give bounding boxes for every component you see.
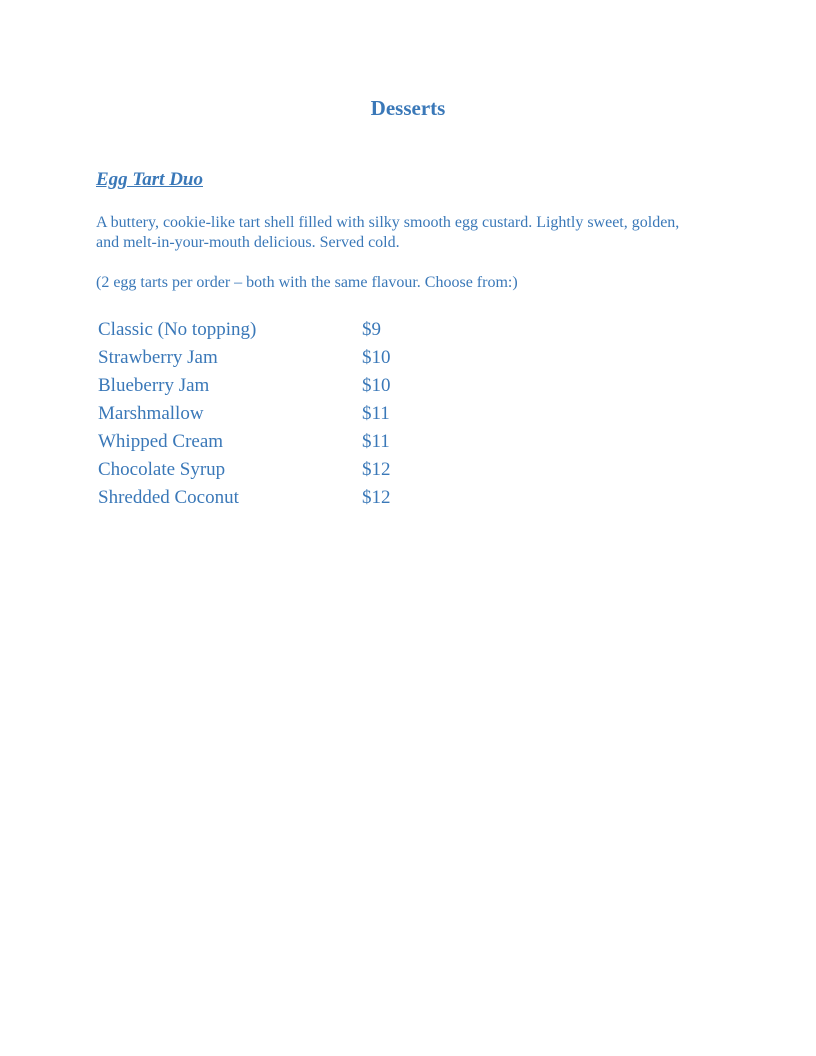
menu-item-name: Shredded Coconut	[98, 487, 239, 508]
menu-item	[98, 344, 442, 372]
section-description: A buttery, cookie-like tart shell filled with silky smooth egg custard. Lightly sweet, golden, and melt-in-your-mouth delicious. Served cold.	[96, 214, 680, 251]
flavour-price-list	[98, 316, 442, 512]
menu-item-name: Whipped Cream	[98, 431, 224, 452]
order-note: (2 egg tarts per order – both with the same flavour. Choose from:)	[96, 274, 518, 291]
menu-item-name: Classic (No topping)	[98, 319, 257, 340]
menu-item-price: $9	[362, 319, 381, 340]
menu-item-price: $10	[362, 347, 391, 368]
page-title: Desserts	[370, 96, 446, 120]
menu-item-price: $12	[362, 487, 391, 508]
menu-item	[98, 428, 442, 456]
menu-item-name: Blueberry Jam	[98, 375, 210, 396]
menu-item-name: Strawberry Jam	[98, 347, 218, 368]
menu-item	[98, 484, 442, 512]
menu-item-price: $11	[362, 403, 390, 424]
menu-item-price: $12	[362, 459, 391, 480]
menu-item	[98, 456, 442, 484]
menu-item	[98, 316, 442, 344]
section-title: Egg Tart Duo	[96, 169, 203, 190]
menu-item-name: Chocolate Syrup	[98, 459, 226, 480]
menu-item-price: $11	[362, 431, 390, 452]
menu-item	[98, 372, 442, 400]
menu-item-name: Marshmallow	[98, 403, 204, 424]
menu-item-price: $10	[362, 375, 391, 396]
menu-item	[98, 400, 442, 428]
